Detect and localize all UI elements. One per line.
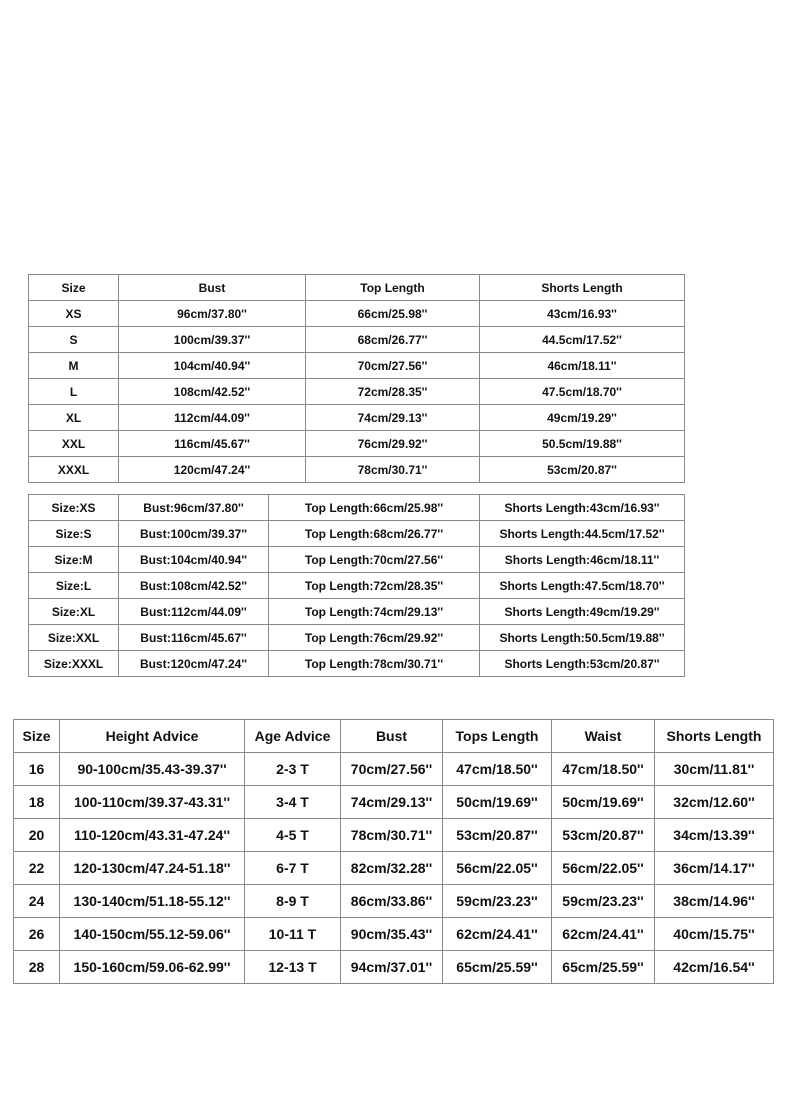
table-cell: 65cm/25.59'' [552, 951, 655, 984]
table-cell: 4-5 T [245, 819, 341, 852]
table-cell: Bust:112cm/44.09'' [119, 599, 269, 625]
table-cell: Top Length:74cm/29.13'' [269, 599, 480, 625]
table-cell: 104cm/40.94'' [119, 353, 306, 379]
table-cell: Top Length:68cm/26.77'' [269, 521, 480, 547]
table-cell: Waist [552, 720, 655, 753]
table-row [29, 327, 685, 353]
table-cell: Bust:104cm/40.94'' [119, 547, 269, 573]
table-cell: Top Length:76cm/29.92'' [269, 625, 480, 651]
table-cell: Shorts Length [655, 720, 774, 753]
table-row [14, 918, 774, 951]
table-cell: 100cm/39.37'' [119, 327, 306, 353]
table-row [14, 885, 774, 918]
table-cell: 86cm/33.86'' [341, 885, 443, 918]
table-cell: 56cm/22.05'' [552, 852, 655, 885]
table-cell: 40cm/15.75'' [655, 918, 774, 951]
table-cell: 62cm/24.41'' [443, 918, 552, 951]
table-cell: 42cm/16.54'' [655, 951, 774, 984]
table-cell: 120-130cm/47.24-51.18'' [60, 852, 245, 885]
table-row [29, 457, 685, 483]
table-cell: 76cm/29.92'' [306, 431, 480, 457]
table-cell: 50.5cm/19.88'' [480, 431, 685, 457]
table-cell: Size:XXXL [29, 651, 119, 677]
table-cell: 44.5cm/17.52'' [480, 327, 685, 353]
table-cell: Size [14, 720, 60, 753]
table-cell: 68cm/26.77'' [306, 327, 480, 353]
table-cell: 74cm/29.13'' [306, 405, 480, 431]
table-row [29, 431, 685, 457]
table-row [29, 651, 685, 677]
table-cell: 24 [14, 885, 60, 918]
table-row [29, 353, 685, 379]
table-cell: 47cm/18.50'' [552, 753, 655, 786]
table-cell: 16 [14, 753, 60, 786]
table-cell: Shorts Length:44.5cm/17.52'' [480, 521, 685, 547]
table-cell: 12-13 T [245, 951, 341, 984]
table-cell: 36cm/14.17'' [655, 852, 774, 885]
table-cell: 82cm/32.28'' [341, 852, 443, 885]
table-cell: Bust:120cm/47.24'' [119, 651, 269, 677]
table-cell: 140-150cm/55.12-59.06'' [60, 918, 245, 951]
table-cell: 56cm/22.05'' [443, 852, 552, 885]
table-cell: Shorts Length:46cm/18.11'' [480, 547, 685, 573]
table-cell: M [29, 353, 119, 379]
table-row [29, 301, 685, 327]
header-row [14, 720, 774, 753]
table-cell: Top Length [306, 275, 480, 301]
table-cell: 59cm/23.23'' [443, 885, 552, 918]
table-cell: 116cm/45.67'' [119, 431, 306, 457]
table-cell: 62cm/24.41'' [552, 918, 655, 951]
table-row [14, 852, 774, 885]
table-cell: 47cm/18.50'' [443, 753, 552, 786]
table-cell: Shorts Length:50.5cm/19.88'' [480, 625, 685, 651]
table-cell: 22 [14, 852, 60, 885]
table-cell: 49cm/19.29'' [480, 405, 685, 431]
table-row [29, 379, 685, 405]
table-cell: Size:XXL [29, 625, 119, 651]
table-cell: Top Length:78cm/30.71'' [269, 651, 480, 677]
table-row [29, 495, 685, 521]
adult-size-label-table-body [29, 495, 685, 677]
adult-size-table-body [29, 275, 685, 483]
table-cell: 32cm/12.60'' [655, 786, 774, 819]
table-cell: 96cm/37.80'' [119, 301, 306, 327]
table-row [29, 405, 685, 431]
table-cell: Height Advice [60, 720, 245, 753]
table-row [14, 786, 774, 819]
table-cell: 53cm/20.87'' [480, 457, 685, 483]
table-row [29, 599, 685, 625]
table-cell: 100-110cm/39.37-43.31'' [60, 786, 245, 819]
table-cell: 20 [14, 819, 60, 852]
table-cell: Tops Length [443, 720, 552, 753]
table-cell: 72cm/28.35'' [306, 379, 480, 405]
table-cell: 78cm/30.71'' [341, 819, 443, 852]
table-cell: 65cm/25.59'' [443, 951, 552, 984]
table-cell: Bust [119, 275, 306, 301]
adult-size-label-table [28, 494, 685, 677]
table-cell: 90cm/35.43'' [341, 918, 443, 951]
table-row [29, 521, 685, 547]
table-cell: 108cm/42.52'' [119, 379, 306, 405]
table-row [14, 819, 774, 852]
table-cell: 110-120cm/43.31-47.24'' [60, 819, 245, 852]
table-cell: XXL [29, 431, 119, 457]
table-cell: Bust:116cm/45.67'' [119, 625, 269, 651]
table-cell: 47.5cm/18.70'' [480, 379, 685, 405]
table-cell: Bust:100cm/39.37'' [119, 521, 269, 547]
table-cell: 150-160cm/59.06-62.99'' [60, 951, 245, 984]
table-row [29, 625, 685, 651]
table-cell: 59cm/23.23'' [552, 885, 655, 918]
table-cell: 38cm/14.96'' [655, 885, 774, 918]
table-cell: 50cm/19.69'' [443, 786, 552, 819]
table-cell: S [29, 327, 119, 353]
table-cell: 50cm/19.69'' [552, 786, 655, 819]
table-cell: 43cm/16.93'' [480, 301, 685, 327]
table-cell: XXXL [29, 457, 119, 483]
table-cell: 74cm/29.13'' [341, 786, 443, 819]
table-cell: Bust [341, 720, 443, 753]
table-cell: Top Length:70cm/27.56'' [269, 547, 480, 573]
table-cell: XS [29, 301, 119, 327]
table-cell: 8-9 T [245, 885, 341, 918]
table-cell: Bust:108cm/42.52'' [119, 573, 269, 599]
table-cell: 130-140cm/51.18-55.12'' [60, 885, 245, 918]
table-cell: Top Length:66cm/25.98'' [269, 495, 480, 521]
adult-size-table [28, 274, 685, 483]
table-cell: 2-3 T [245, 753, 341, 786]
table-cell: 70cm/27.56'' [306, 353, 480, 379]
header-row [29, 275, 685, 301]
table-cell: 53cm/20.87'' [443, 819, 552, 852]
table-row [29, 547, 685, 573]
table-cell: Shorts Length:43cm/16.93'' [480, 495, 685, 521]
table-cell: Size:M [29, 547, 119, 573]
table-cell: 112cm/44.09'' [119, 405, 306, 431]
table-cell: 70cm/27.56'' [341, 753, 443, 786]
table-row [14, 951, 774, 984]
kids-size-table-body [14, 720, 774, 984]
table-cell: XL [29, 405, 119, 431]
table-cell: 34cm/13.39'' [655, 819, 774, 852]
table-cell: 6-7 T [245, 852, 341, 885]
table-cell: Size:XS [29, 495, 119, 521]
table-cell: 28 [14, 951, 60, 984]
table-cell: Size [29, 275, 119, 301]
table-cell: Shorts Length [480, 275, 685, 301]
table-cell: 120cm/47.24'' [119, 457, 306, 483]
table-cell: Bust:96cm/37.80'' [119, 495, 269, 521]
table-cell: Shorts Length:49cm/19.29'' [480, 599, 685, 625]
table-cell: Size:L [29, 573, 119, 599]
table-cell: 3-4 T [245, 786, 341, 819]
table-cell: Age Advice [245, 720, 341, 753]
table-cell: 53cm/20.87'' [552, 819, 655, 852]
table-cell: 30cm/11.81'' [655, 753, 774, 786]
table-cell: 78cm/30.71'' [306, 457, 480, 483]
table-row [29, 573, 685, 599]
table-cell: 90-100cm/35.43-39.37'' [60, 753, 245, 786]
table-cell: L [29, 379, 119, 405]
table-cell: Size:S [29, 521, 119, 547]
table-cell: 18 [14, 786, 60, 819]
kids-size-table [13, 719, 774, 984]
table-cell: 94cm/37.01'' [341, 951, 443, 984]
table-cell: 66cm/25.98'' [306, 301, 480, 327]
table-cell: 10-11 T [245, 918, 341, 951]
table-cell: 26 [14, 918, 60, 951]
table-cell: Size:XL [29, 599, 119, 625]
table-cell: Shorts Length:47.5cm/18.70'' [480, 573, 685, 599]
table-row [14, 753, 774, 786]
table-cell: Shorts Length:53cm/20.87'' [480, 651, 685, 677]
table-cell: Top Length:72cm/28.35'' [269, 573, 480, 599]
table-cell: 46cm/18.11'' [480, 353, 685, 379]
